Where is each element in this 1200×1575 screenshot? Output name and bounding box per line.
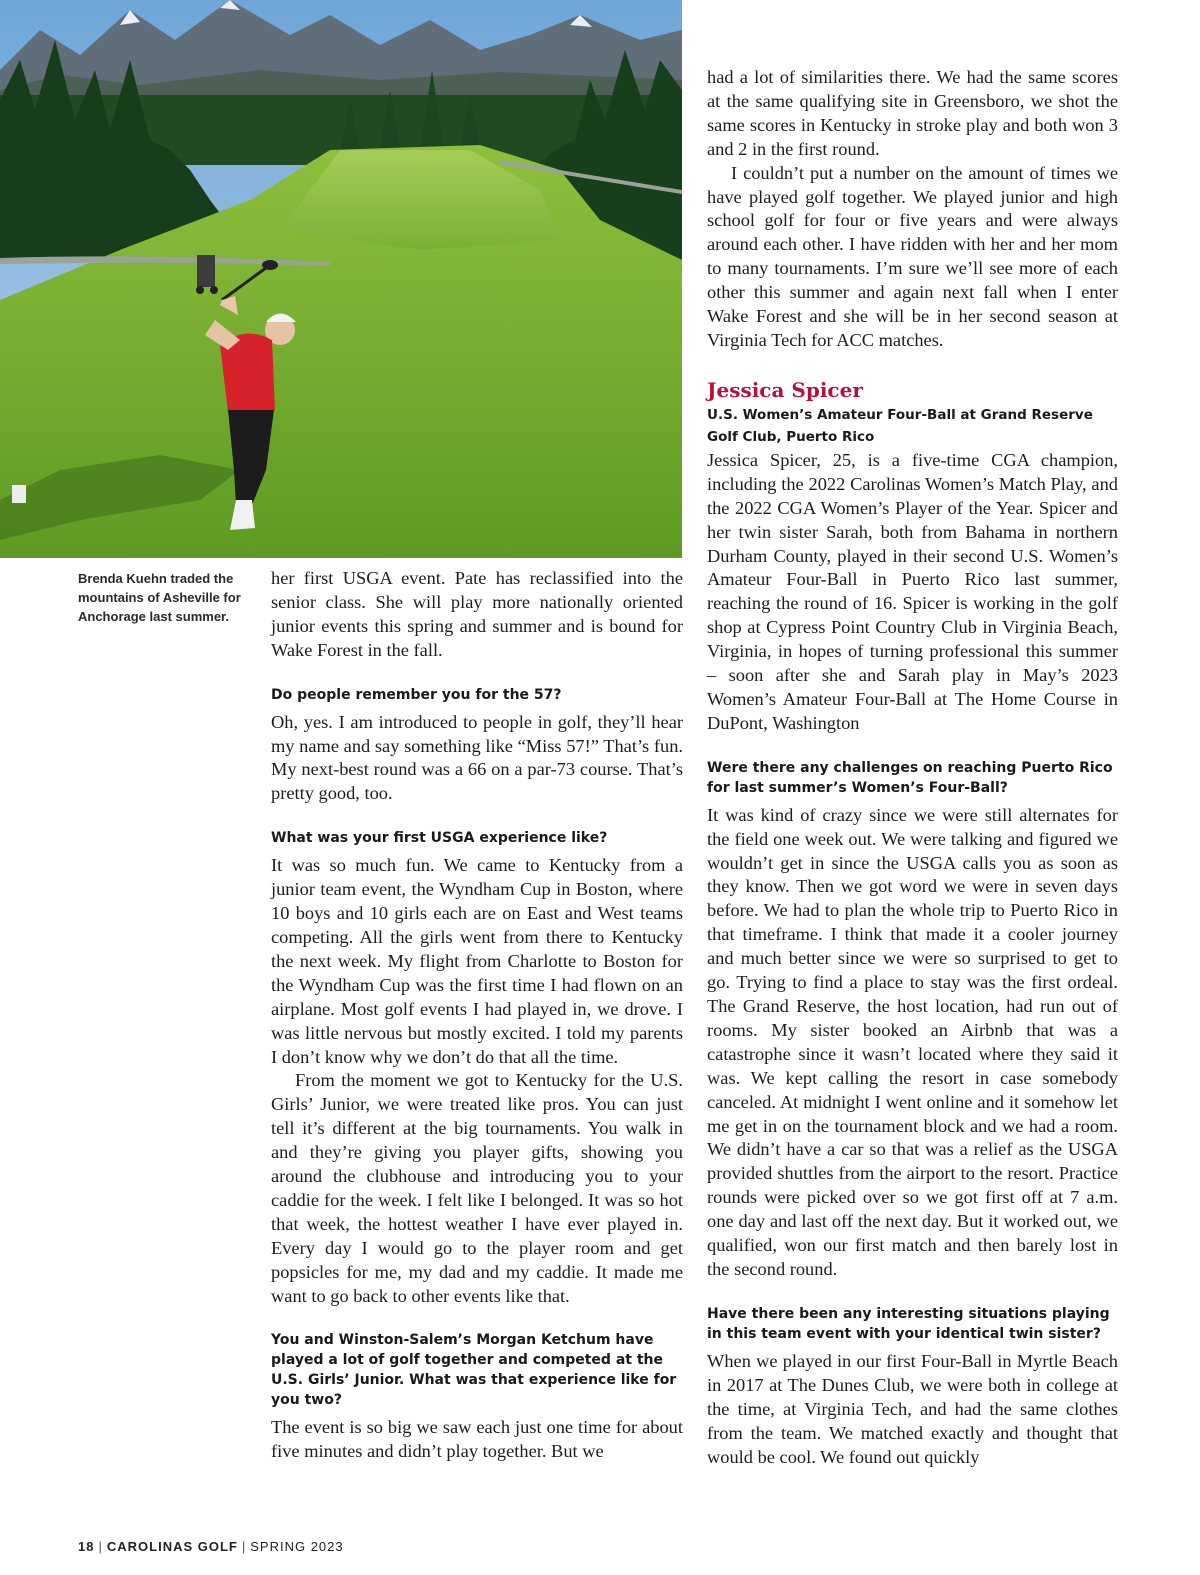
question-heading: You and Winston-Salem’s Morgan Ketchum have played a lot of golf together and competed at the U.S. Girls’ Junior. What was that experience like for you two? (271, 1332, 677, 1409)
page-number: 18 (78, 1539, 95, 1554)
paragraph: had a lot of similarities there. We had the same scores at the same qualifying site in Greensboro, we shot the same scores in Kentucky in stroke play and both won 3 and 2 in the first round. (707, 67, 1118, 159)
paragraph: her first USGA event. Pate has reclassified into the senior class. She will play more nationally oriented junior events this spring and summer and is bound for Wake Forest in the fall. (271, 568, 683, 660)
page-footer: 18 | CAROLINAS GOLF | SPRING 2023 (78, 1539, 344, 1554)
question-heading: Have there been any interesting situations playing in this team event with your identical twin sister? (707, 1305, 1110, 1342)
issue-label: SPRING 2023 (250, 1539, 344, 1554)
section-title: Jessica Spicer (707, 377, 863, 402)
middle-column (271, 567, 683, 1464)
paragraph: Oh, yes. I am introduced to people in golf, they’ll hear my name and say something like “Miss 57!” That’s fun. My next-best round was a 66 on a par-73 course. That’s pretty good, too. (271, 711, 683, 804)
paragraph: When we played in our first Four-Ball in Myrtle Beach in 2017 at The Dunes Club, we were both in college at the time, at Virginia Tech, and had the same clothes from the team. We matched exactly and thought that would be cool. We found out quickly (707, 1350, 1118, 1467)
paragraph: From the moment we got to Kentucky for the U.S. Girls’ Junior, we were treated like pros. You can just tell it’s different at the big tournaments. You walk in and they’re giving you player gifts, showing you around the clubhouse and introducing you to your caddie for the week. I felt like I belonged. It was so hot that week, the hottest weather I have ever played in. Every day I would go to the player room and get popsicles for me, my dad and my caddie. It made me want to go back to other events like that. (271, 1070, 683, 1306)
paragraph: It was kind of crazy since we were still alternates for the field one week out. We were talking and figured we wouldn’t get in since the USGA calls you as soon as they know. Then we got word we were in seven days before. We had to plan the whole trip to Puerto Rico in that timeframe. I think that made it a cooler journey and much better since we were so surprised to get to go. Trying to find a place to stay was the first ordeal. The Grand Reserve, the host location, had run out of rooms. My sister booked an Airbnb that was a catastrophe since it wasn’t located where they said it was. We kept calling the resort in case somebody canceled. At midnight I went online and it somehow let me get in on the tournament block and we had a room. We didn’t have a car so that was a relief as the USGA provided shuttles from the airport to the resort. Practice rounds were picked over so we got first off at 7 a.m. one day and last off the next day. But it worked out, we qualified, won our first match and then barely lost in the second round. (707, 804, 1118, 1279)
paragraph: It was so much fun. We came to Kentucky from a junior team event, the Wyndham Cup in Boston, where 10 boys and 10 girls each are on East and West teams competing. All the girls went from there to Kentucky the next week. My flight from Charlotte to Boston for the Wyndham Cup was the first time I had flown on an airplane. Most golf events I had played in, we drove. I was little nervous but mostly excited. I told my parents I don’t know why we don’t do that all the time. (271, 855, 683, 1067)
golfer-photo (0, 0, 682, 558)
question-heading: Were there any challenges on reaching Puerto Rico for last summer’s Women’s Four-Ball? (707, 759, 1113, 796)
section-subtitle: U.S. Women’s Amateur Four-Ball at Grand Reserve Golf Club, Puerto Rico (707, 406, 1093, 445)
magazine-name: CAROLINAS GOLF (106, 1539, 238, 1554)
right-column (707, 66, 1118, 1469)
paragraph: I couldn’t put a number on the amount of times we have played golf together. We played junior and high school golf for four or five years and were always around each other. I have ridden with her and her mom to many tournaments. I’m sure we’ll see more of each other this summer and again next fall when I enter Wake Forest and she will be in her second season at Virginia Tech for ACC matches. (707, 162, 1118, 350)
question-heading: What was your first USGA experience like? (271, 830, 608, 847)
photo-caption: Brenda Kuehn traded the mountains of Asheville for Anchorage last summer. (78, 571, 241, 624)
paragraph: Jessica Spicer, 25, is a five-time CGA champion, including the 2022 Carolinas Women’s Match Play, and the 2022 CGA Women’s Player of the Year. Spicer and her twin sister Sarah, both from Bahama in northern Durham County, played in their second U.S. Women’s Amateur Four-Ball in Puerto Rico last summer, reaching the round of 16. Spicer is working in the golf shop at Cypress Point Country Club in Virginia Beach, Virginia, in hopes of turning professional this summer – soon after she and Sarah play in May’s 2023 Women’s Amateur Four-Ball at The Home Course in DuPont, Washington (707, 449, 1118, 733)
golfer-photo-icon (0, 0, 682, 558)
question-heading: Do people remember you for the 57? (271, 686, 562, 703)
paragraph: The event is so big we saw each just one time for about five minutes and didn’t play together. But we (271, 1417, 683, 1462)
